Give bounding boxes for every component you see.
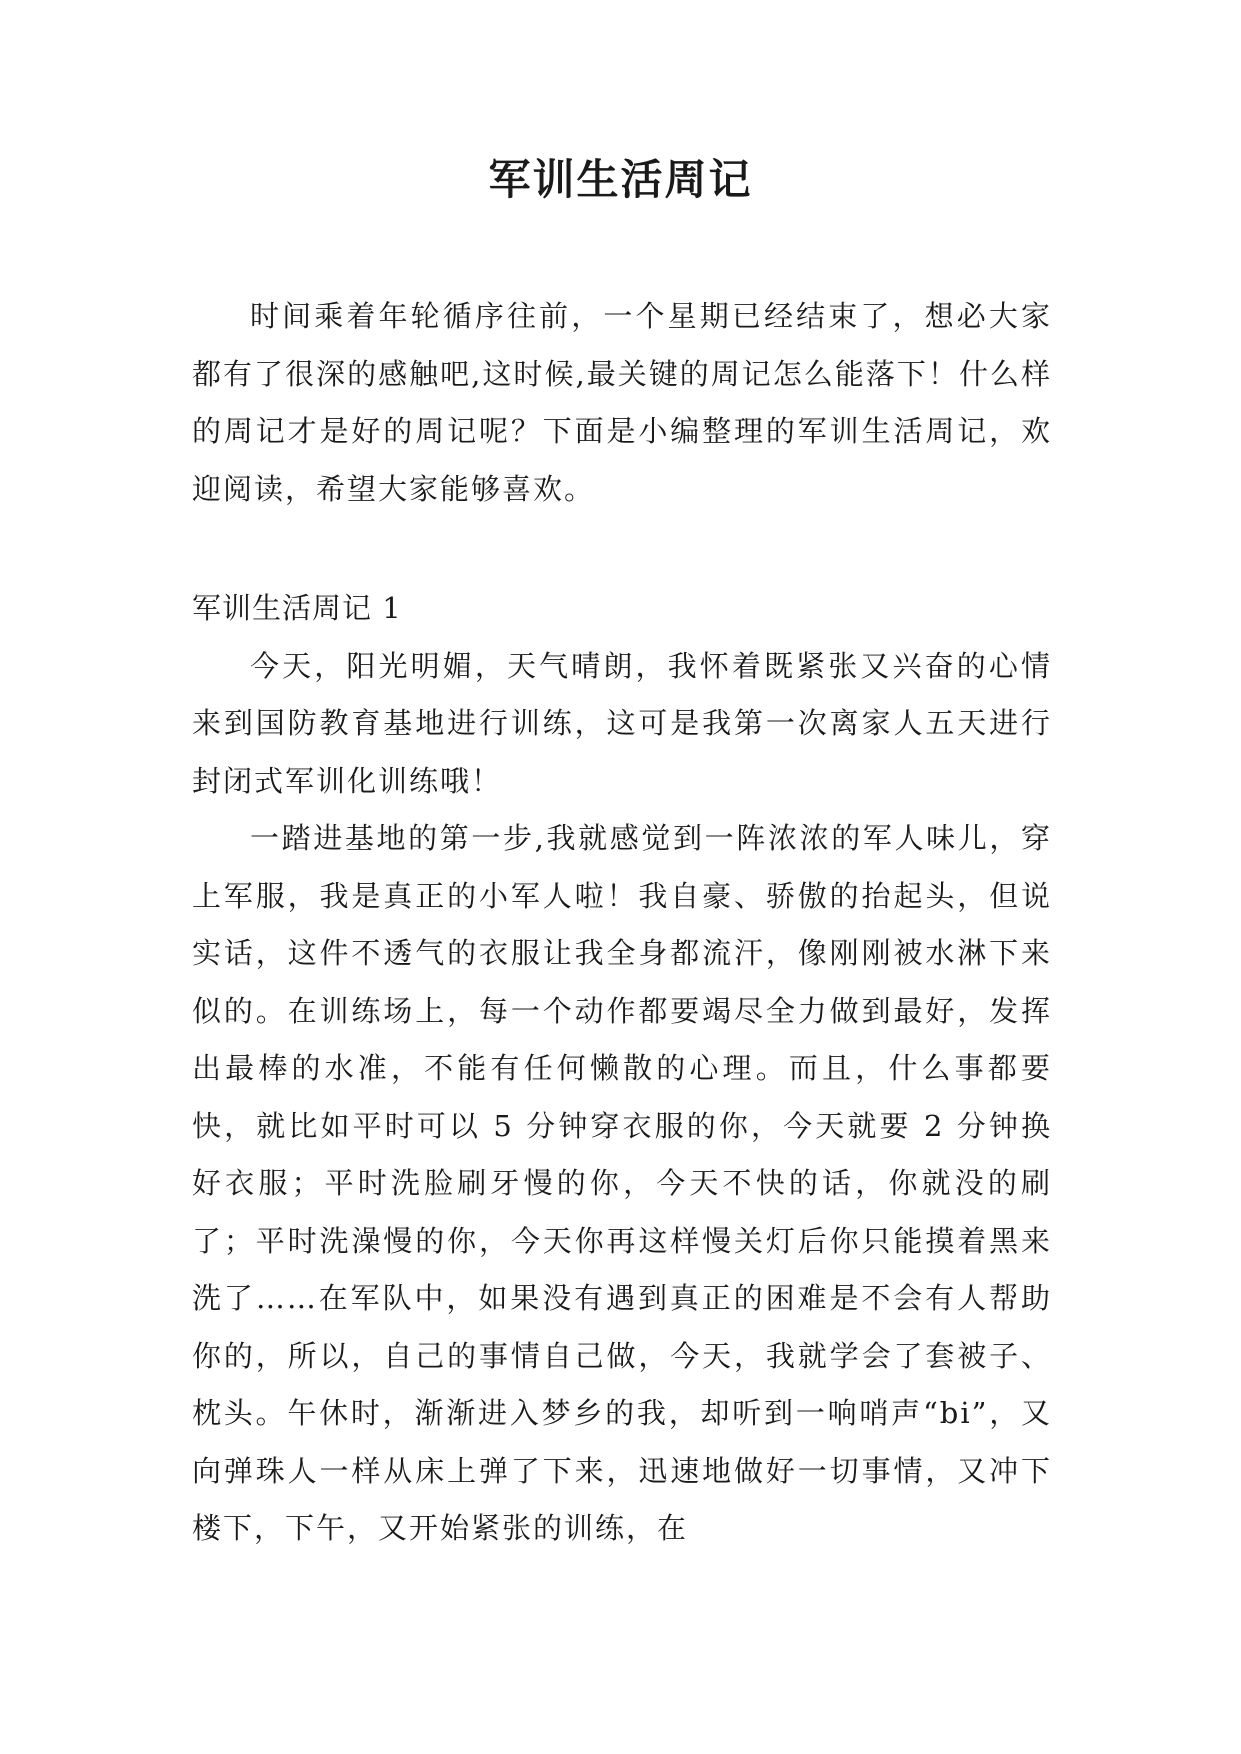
document-title: 军训生活周记	[488, 155, 753, 204]
body-paragraph-1: 今天，阳光明媚，天气晴朗，我怀着既紧张又兴奋的心情来到国防教育基地进行训练，这可是我第一次离家人五天进行封闭式军训化训练哦！	[192, 648, 1052, 798]
intro-section	[192, 288, 1052, 518]
intro-paragraph: 时间乘着年轮循序往前，一个星期已经结束了，想必大家都有了很深的感触吧,这时候,最关键的周记怎么能落下！什么样的周记才是好的周记呢？下面是小编整理的军训生活周记，欢迎阅读，希望大家能够喜欢。	[192, 299, 1052, 506]
body-paragraph-2: 一踏进基地的第一步,我就感觉到一阵浓浓的军人味儿，穿上军服，我是真正的小军人啦！我自豪、骄傲的抬起头，但说实话，这件不透气的衣服让我全身都流汗，像刚刚被水淋下来似的。在训练场上，每一个动作都要竭尽全力做到最好，发挥出最棒的水准，不能有任何懒散的心理。而且，什么事都要快，就比如平时可以 5 分钟穿衣服的你，今天就要 2 分钟换好衣服；平时洗脸刷牙慢的你，今天不快的话，你就没的刷了；平时洗澡慢的你，今天你再这样慢关灯后你只能摸着黑来洗了……在军队中，如果没有遇到真正的困难是不会有人帮助你的，所以，自己的事情自己做，今天，我就学会了套被子、枕头。午休时，渐渐进入梦乡的我，却听到一响哨声“bi”，又向弹珠人一样从床上弹了下来，迅速地做好一切事情，又冲下楼下，下午，又开始紧张的训练，在	[192, 821, 1052, 1545]
section-heading: 军训生活周记 1	[192, 591, 402, 625]
main-section	[192, 580, 1052, 1558]
